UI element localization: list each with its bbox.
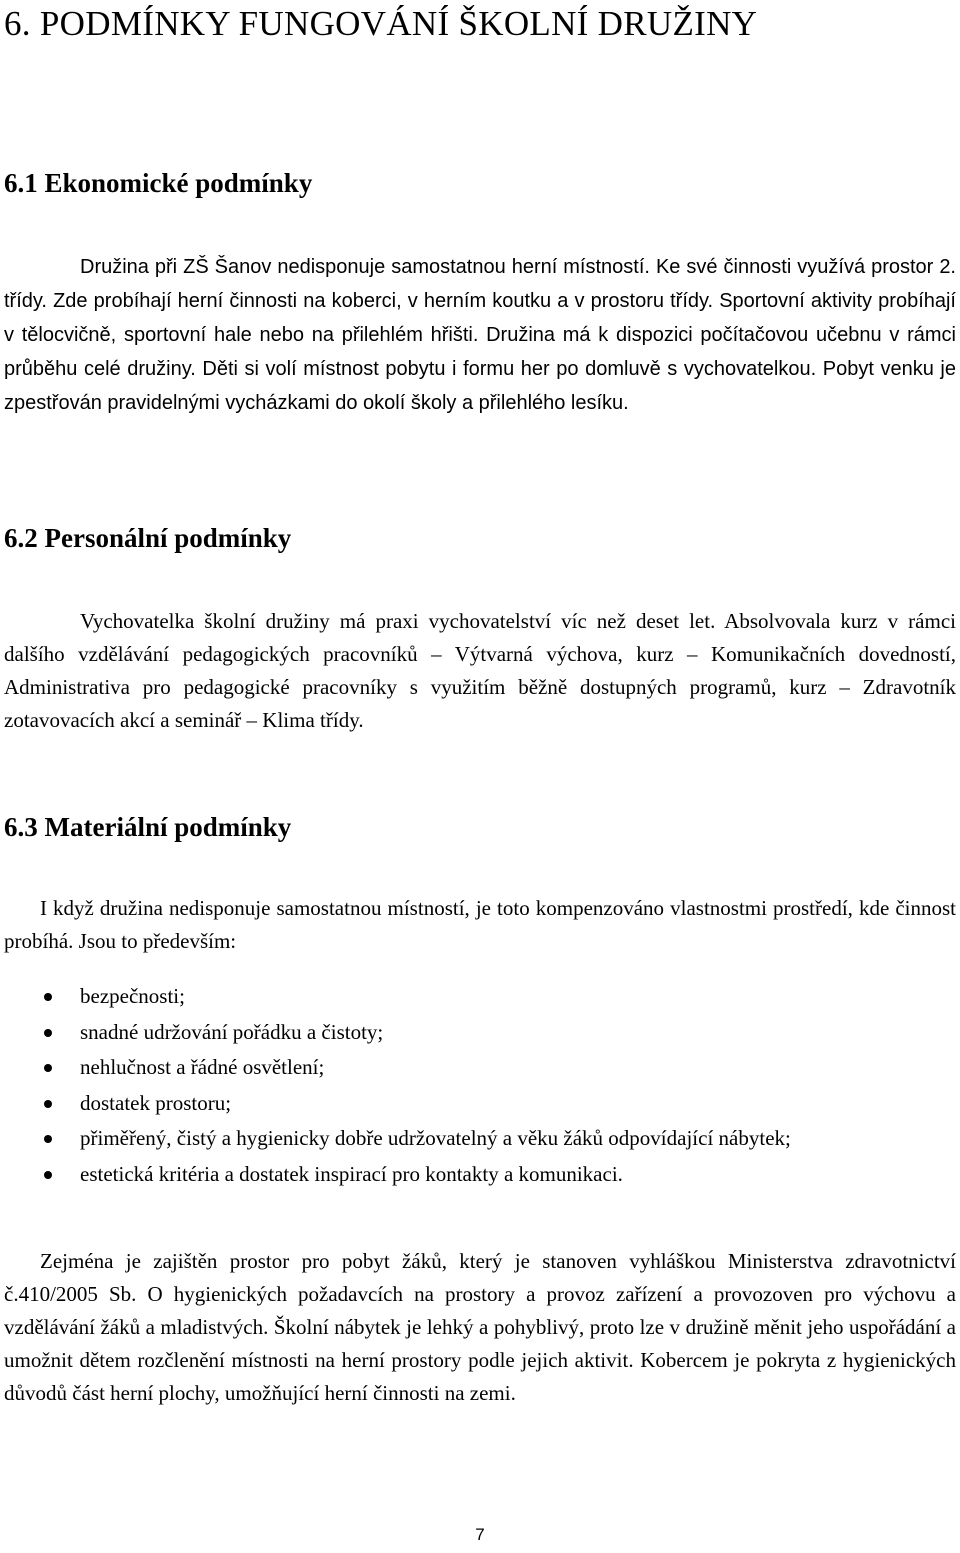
paragraph-text: Družina při ZŠ Šanov nedisponuje samostatnou herní místností. Ke své činnosti využívá prostor 2. třídy. Zde probíhají herní činnosti na koberci, v herním koutku a v prostoru třídy. Sportovní aktivity probíhají v tělocvičně, sportovní hale nebo na přilehlém hřišti. Družina má k dispozici počítačovou učebnu v rámci průběhu celé družiny. Děti si volí místnost pobytu i formu her po domluvě s vychovatelkou. Pobyt venku je zpestřován pravidelnými vycházkami do okolí školy a přilehlého lesíku. — [4, 256, 956, 414]
page-title: 6. PODMÍNKY FUNGOVÁNÍ ŠKOLNÍ DRUŽINY — [4, 4, 758, 43]
paragraph-text: Vychovatelka školní družiny má praxi vychovatelství víc než deset let. Absolvovala kurz v rámci dalšího vzdělávání pedagogických pracovníků – Výtvarná výchova, kurz – Komunikačních dovedností, Administrativa pro pedagogické pracovníky s využitím běžně dostupných programů, kurz – Zdravotník zotavovacích akcí a seminář – Klima třídy. — [4, 609, 956, 732]
paragraph-text: I když družina nedisponuje samostatnou místností, je toto kompenzováno vlastnostmi prostředí, kde činnost probíhá. Jsou to především: — [4, 896, 956, 953]
bullet-icon — [44, 993, 52, 1001]
section-paragraph-material — [4, 892, 956, 958]
conditions-list — [0, 979, 960, 1193]
list-item-text: snadné udržování pořádku a čistoty; — [80, 1019, 384, 1044]
list-item-text: přiměřený, čistý a hygienicky dobře udržovatelný a věku žáků odpovídající nábytek; — [80, 1126, 791, 1151]
list-item — [0, 979, 960, 1015]
section-closing-paragraph — [4, 1245, 956, 1410]
list-item-text: nehlučnost a řádné osvětlení; — [80, 1055, 325, 1080]
list-item — [0, 1121, 960, 1157]
section-heading-material: 6.3 Materiální podmínky — [4, 812, 292, 842]
list-item — [0, 1157, 960, 1193]
bullet-icon — [44, 1135, 52, 1143]
list-item — [0, 1050, 960, 1086]
list-item-text: bezpečnosti; — [80, 984, 185, 1008]
list-item — [0, 1015, 960, 1051]
bullet-icon — [44, 1100, 52, 1108]
section-paragraph-economic — [4, 250, 956, 420]
section-heading-personnel: 6.2 Personální podmínky — [4, 523, 292, 553]
section-heading-economic: 6.1 Ekonomické podmínky — [4, 168, 313, 198]
bullet-icon — [44, 1171, 52, 1179]
bullet-icon — [44, 1029, 52, 1037]
paragraph-text: Zejména je zajištěn prostor pro pobyt žáků, který je stanoven vyhláškou Ministerstva zdravotnictví č.410/2005 Sb. O hygienických požadavcích na prostory a provoz zařízení a provozoven pro výchovu a vzdělávání žáků a mladistvých. Školní nábytek je lehký a pohyblivý, proto lze v družině měnit jeho uspořádání a umožnit dětem rozčlenění místnosti na herní prostory podle jejich aktivit. Kobercem je pokryta z hygienických důvodů část herní plochy, umožňující herní činnosti na zemi. — [4, 1249, 956, 1405]
list-item — [0, 1086, 960, 1122]
list-item-text: estetická kritéria a dostatek inspirací pro kontakty a komunikaci. — [80, 1161, 623, 1186]
section-paragraph-personnel — [4, 605, 956, 737]
bullet-icon — [44, 1064, 52, 1072]
list-item-text: dostatek prostoru; — [80, 1090, 232, 1115]
page-number: 7 — [475, 1525, 485, 1544]
